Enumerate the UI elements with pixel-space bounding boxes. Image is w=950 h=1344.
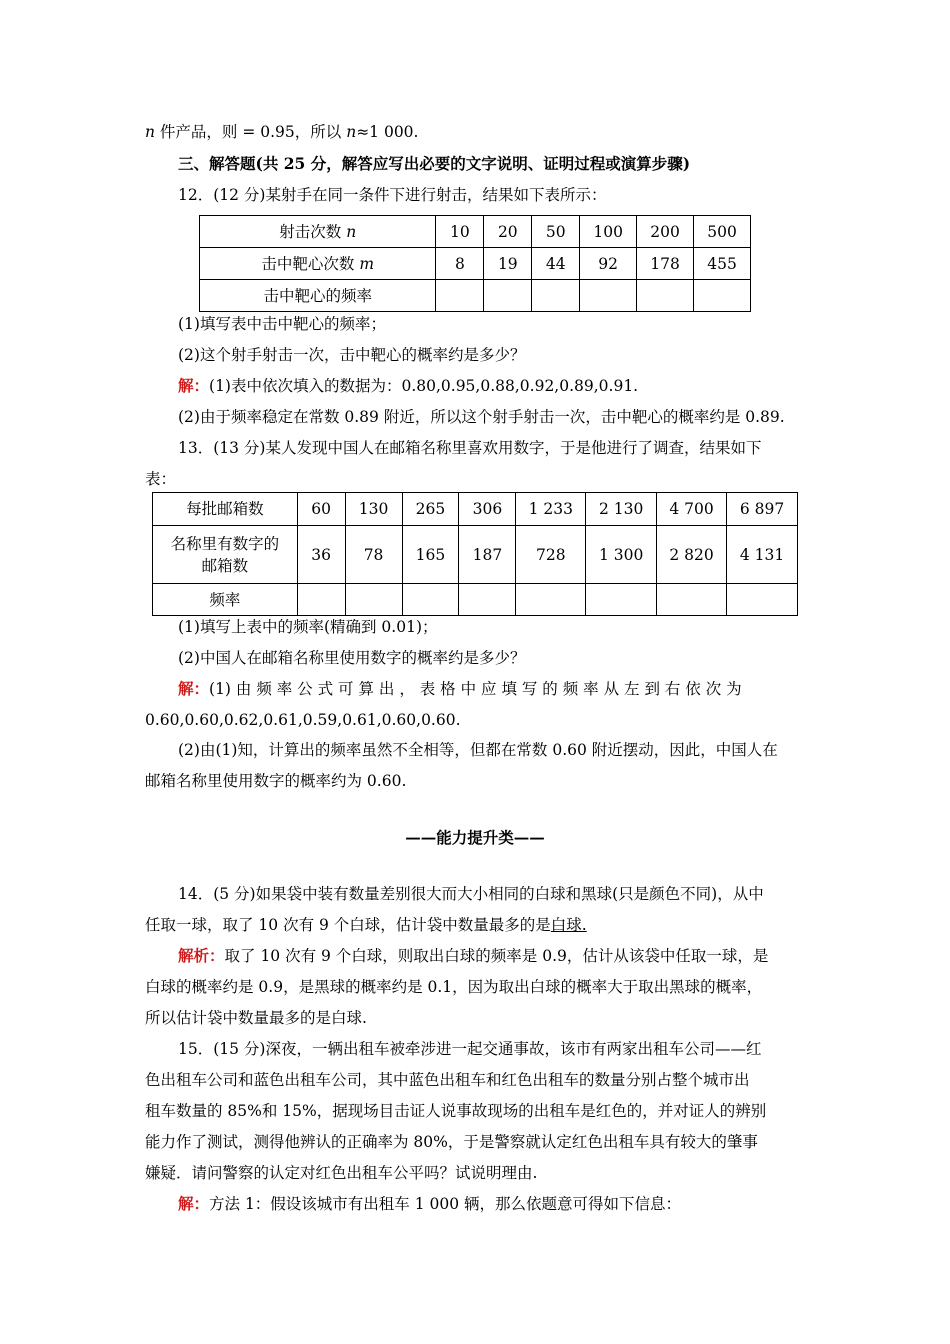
q12-part2: (2)这个射手射击一次，击中靶心的概率约是多少？ [178, 346, 526, 364]
table-cell-empty [532, 280, 580, 312]
q12-row-hits [200, 248, 751, 280]
table-cell: 1 300 [586, 526, 657, 584]
q12-stem: 12．(12 分)某射手在同一条件下进行射击，结果如下表所示： [178, 186, 607, 204]
table-cell: 500 [694, 216, 751, 248]
q12-part1: (1)填写表中击中靶心的频率； [178, 315, 386, 333]
table-cell: 728 [516, 526, 586, 584]
q15-solution-line1: 解：方法 1：假设该城市有出租车 1 000 辆，那么依题意可得如下信息： [178, 1194, 682, 1213]
table-cell: 19 [484, 248, 532, 280]
section-3-heading: 三、解答题(共 25 分，解答应写出必要的文字说明、证明过程或演算步骤) [178, 154, 691, 173]
table-cell: 306 [459, 493, 516, 526]
table-cell: 92 [580, 248, 637, 280]
table-cell-empty [402, 584, 459, 616]
table-cell: 187 [459, 526, 516, 584]
q15-stem-line3: 租车数量的 85%和 15%，据现场目击证人说事故现场的出租车是红色的，并对证人的辨别 [145, 1102, 767, 1120]
q13-row-batches-label: 每批邮箱数 [153, 493, 298, 526]
table-cell: 50 [532, 216, 580, 248]
q14-stem-line1: 14．(5 分)如果袋中装有数量差别很大而大小相同的白球和黑球(只是颜色不同)，从中 [178, 885, 764, 903]
table-cell-empty [516, 584, 586, 616]
q13-stem-line1: 13．(13 分)某人发现中国人在邮箱名称里喜欢用数字，于是他进行了调查，结果如下 [178, 439, 762, 457]
q15-stem-line4: 能力作了测试，测得他辨认的正确率为 80%，于是警察就认定红色出租车具有较大的肇事 [145, 1133, 758, 1151]
table-cell: 10 [436, 216, 484, 248]
q13-part2: (2)中国人在邮箱名称里使用数字的概率约是多少？ [178, 649, 526, 667]
table-cell: 78 [345, 526, 402, 584]
table-cell-empty [580, 280, 637, 312]
table-cell: 265 [402, 493, 459, 526]
q14-stem-line2: 任取一球，取了 10 次有 9 个白球，估计袋中数量最多的是白球. [145, 916, 587, 934]
q12-row-frequency-label: 击中靶心的频率 [200, 280, 436, 312]
q13-solution-2-line2: 邮箱名称里使用数字的概率约为 0.60. [145, 772, 407, 790]
table-cell: 165 [402, 526, 459, 584]
q13-solution-1-line2: 0.60,0.60,0.62,0.61,0.59,0.61,0.60,0.60. [145, 711, 461, 729]
q12-row-shots [200, 216, 751, 248]
table-cell: 130 [345, 493, 402, 526]
table-cell: 2 130 [586, 493, 657, 526]
q15-stem-line2: 色出租车公司和蓝色出租车公司，其中蓝色出租车和红色出租车的数量分别占整个城市出 [145, 1071, 750, 1089]
q13-row-with-digits-label: 名称里有数字的 邮箱数 [153, 526, 298, 584]
table-cell-empty [345, 584, 402, 616]
table-cell-empty [727, 584, 798, 616]
q13-solution-1-line1: 解：(1) 由 频 率 公 式 可 算 出 ， 表 格 中 应 填 写 的 频 率 从 左 到 右 依 次 为 [178, 679, 742, 698]
table-cell-empty [586, 584, 657, 616]
q13-stem-line2: 表： [145, 470, 177, 488]
table-cell: 4 700 [657, 493, 727, 526]
table-cell-empty [637, 280, 694, 312]
q15-stem-line5: 嫌疑．请问警察的认定对红色出租车公平吗？试说明理由. [145, 1164, 538, 1182]
q13-row-frequency [153, 584, 798, 616]
q12-row-frequency [200, 280, 751, 312]
q13-row-batches [153, 493, 798, 526]
table-cell-empty [459, 584, 516, 616]
table-cell: 1 233 [516, 493, 586, 526]
q14-solution-line3: 所以估计袋中数量最多的是白球. [145, 1009, 367, 1027]
table-cell: 200 [637, 216, 694, 248]
q12-row-shots-label: 射击次数 n [200, 216, 436, 248]
table-cell: 8 [436, 248, 484, 280]
q14-solution-line2: 白球的概率约是 0.9，是黑球的概率约是 0.1，因为取出白球的概率大于取出黑球的概率， [145, 978, 763, 996]
q13-row-with-digits [153, 526, 798, 584]
q12-table [199, 215, 751, 312]
q13-solution-2-line1: (2)由(1)知，计算出的频率虽然不全相等，但都在常数 0.60 附近摆动，因此，中国人在 [178, 741, 778, 759]
q13-row-frequency-label: 频率 [153, 584, 298, 616]
table-cell-empty [297, 584, 345, 616]
q13-part1: (1)填写上表中的频率(精确到 0.01)； [178, 618, 438, 636]
table-cell: 60 [297, 493, 345, 526]
table-cell: 4 131 [727, 526, 798, 584]
table-cell: 36 [297, 526, 345, 584]
q14-solution-line1: 解析：取了 10 次有 9 个白球，则取出白球的频率是 0.9，估计从该袋中任取一球，是 [178, 946, 769, 965]
ability-section-heading: ——能力提升类—— [405, 828, 545, 847]
table-cell: 100 [580, 216, 637, 248]
q13-table [152, 492, 798, 616]
table-cell-empty [694, 280, 751, 312]
table-cell: 44 [532, 248, 580, 280]
q12-row-hits-label: 击中靶心次数 m [200, 248, 436, 280]
q12-solution-2: (2)由于频率稳定在常数 0.89 附近，所以这个射手射击一次，击中靶心的概率约是 0.89. [178, 408, 785, 426]
q14-answer: 白球. [550, 916, 587, 934]
intro-line: n 件产品，则 = 0.95，所以 n≈1 000. [145, 123, 419, 141]
q15-stem-line1: 15．(15 分)深夜，一辆出租车被牵涉进一起交通事故，该市有两家出租车公司——红 [178, 1040, 762, 1058]
table-cell: 20 [484, 216, 532, 248]
table-cell-empty [436, 280, 484, 312]
table-cell: 2 820 [657, 526, 727, 584]
table-cell: 455 [694, 248, 751, 280]
table-cell: 6 897 [727, 493, 798, 526]
table-cell-empty [484, 280, 532, 312]
table-cell: 178 [637, 248, 694, 280]
table-cell-empty [657, 584, 727, 616]
q12-solution-1: 解：(1)表中依次填入的数据为：0.80,0.95,0.88,0.92,0.89,0.91. [178, 376, 639, 395]
